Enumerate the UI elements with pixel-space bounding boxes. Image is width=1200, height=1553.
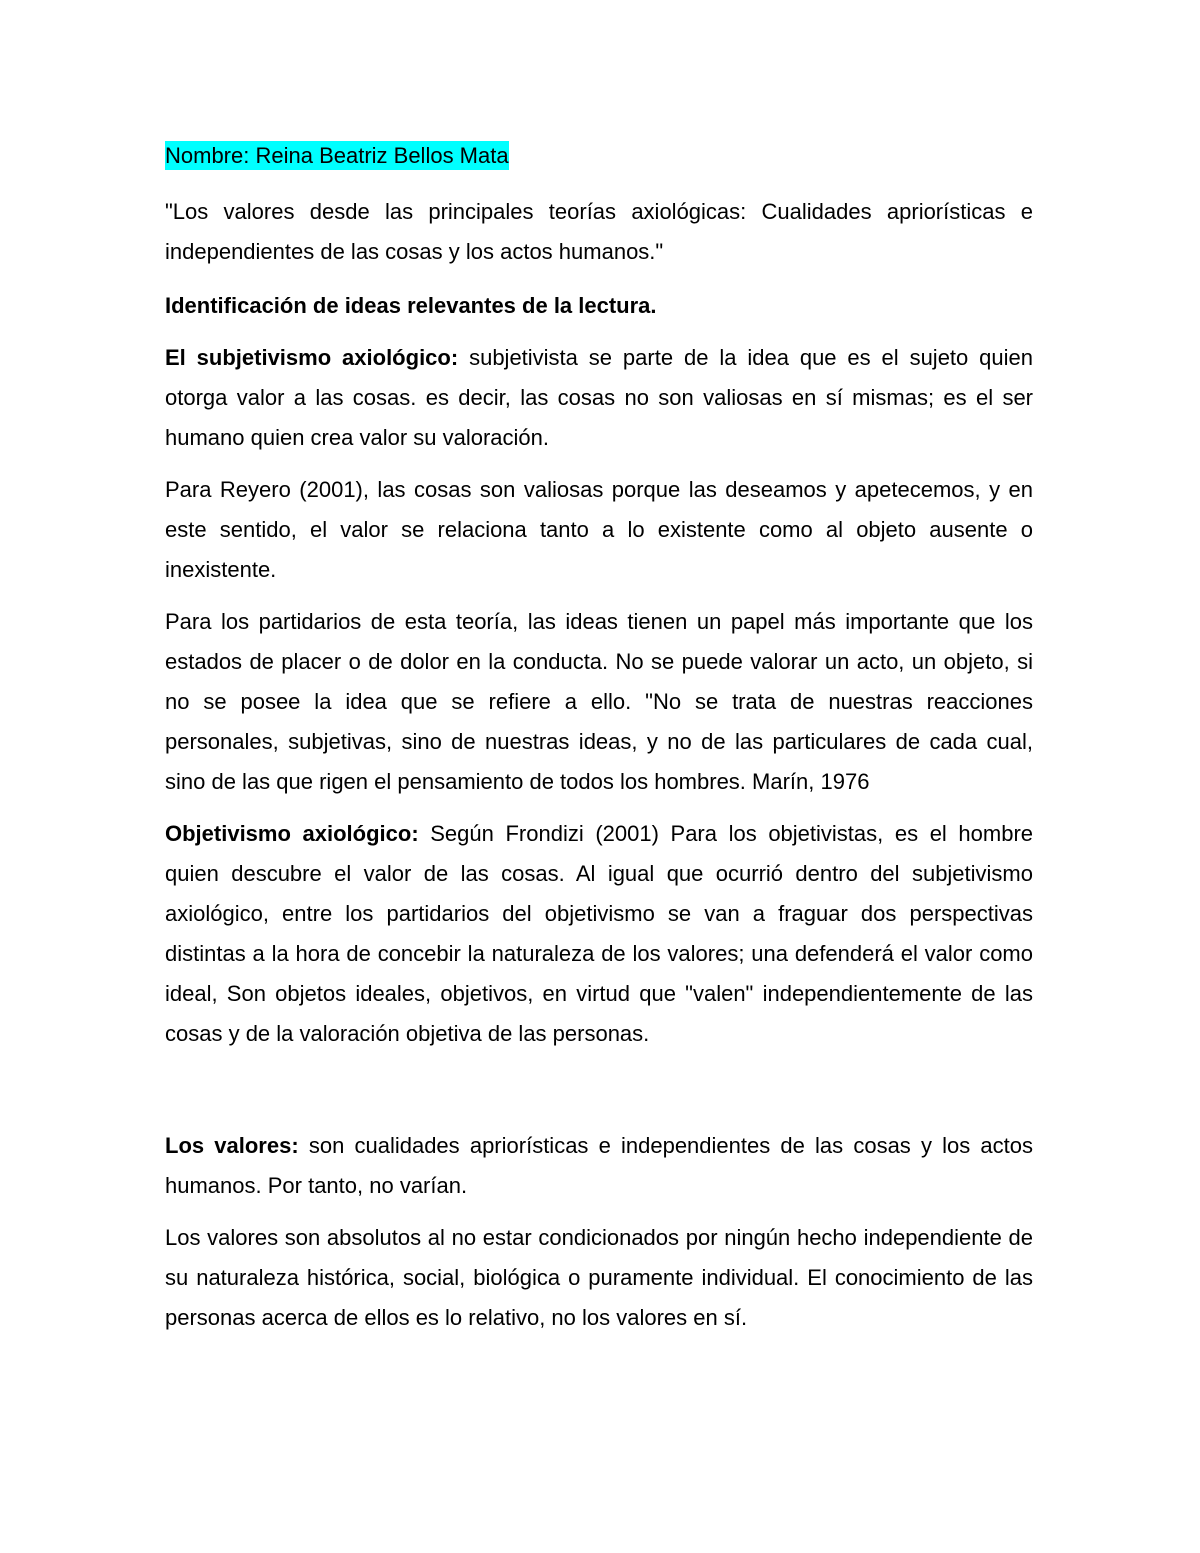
name-line (165, 138, 1033, 174)
absolutos-paragraph: Los valores son absolutos al no estar condicionados por ningún hecho independiente de su naturaleza histórica, social, biológica o puramente individual. El conocimiento de las personas acerca de ellos es lo relativo, no los valores en sí. (165, 1225, 1033, 1330)
objetivismo-paragraph (165, 814, 1033, 1054)
subjetivismo-paragraph (165, 338, 1033, 458)
subjetivismo-text: subjetivista se parte de la idea que es el sujeto quien otorga valor a las cosas. es decir, las cosas no son valiosas en sí mismas; es el ser humano quien crea valor su valoración. (165, 345, 1033, 450)
student-name: Nombre: Reina Beatriz Bellos Mata (165, 143, 509, 168)
los-valores-text: son cualidades apriorísticas e independientes de las cosas y los actos humanos. Por tanto, no varían. (165, 1133, 1034, 1198)
objetivismo-label: Objetivismo axiológico: (165, 821, 419, 846)
los-valores-label: Los valores: (165, 1133, 299, 1158)
los-valores-paragraph (165, 1126, 1033, 1206)
partidarios-paragraph: Para los partidarios de esta teoría, las ideas tienen un papel más importante que los estados de placer o de dolor en la conducta. No se puede valorar un acto, un objeto, si no se posee la idea que se refiere a ello. "No se trata de nuestras reacciones personales, subjetivas, sino de nuestras ideas, y no de las particulares de cada cual, sino de las que rigen el pensamiento de todos los hombres. Marín, 1976 (165, 609, 1033, 794)
document-title: "Los valores desde las principales teorías axiológicas: Cualidades apriorísticas e independientes de las cosas y los actos humanos." (165, 199, 1033, 264)
document-page (165, 138, 1033, 1338)
objetivismo-text: Según Frondizi (2001) Para los objetivistas, es el hombre quien descubre el valor de las cosas. Al igual que ocurrió dentro del subjetivismo axiológico, entre los partidarios del objetivismo se van a fraguar dos perspectivas distintas a la hora de concebir la naturaleza de los valores; una defenderá el valor como ideal, Son objetos ideales, objetivos, en virtud que "valen" independientemente de las cosas y de la valoración objetiva de las personas. (165, 821, 1034, 1046)
reyero-paragraph: Para Reyero (2001), las cosas son valiosas porque las deseamos y apetecemos, y en este sentido, el valor se relaciona tanto a lo existente como al objeto ausente o inexistente. (165, 477, 1033, 582)
section-heading: Identificación de ideas relevantes de la lectura. (165, 293, 657, 318)
subjetivismo-label: El subjetivismo axiológico: (165, 345, 459, 370)
